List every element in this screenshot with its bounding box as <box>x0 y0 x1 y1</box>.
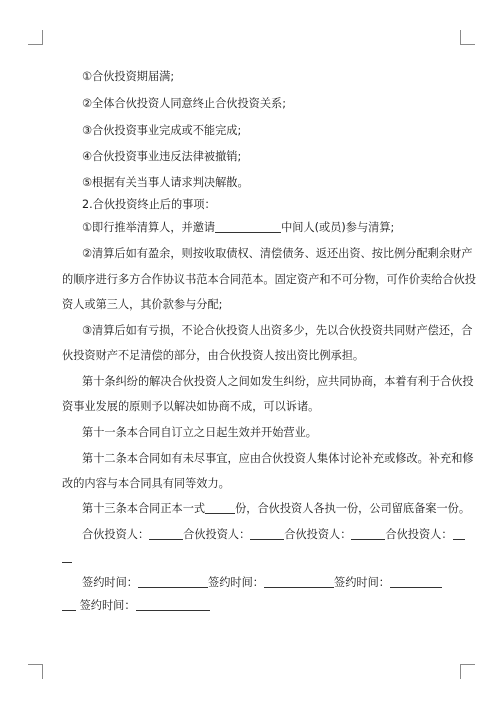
paragraph-line: 伙投资财产不足清偿的部分，由合伙投资人按出资比例承担。 <box>62 349 365 362</box>
blank-line <box>215 220 281 233</box>
paragraph-line: 的顺序进行多方合作协议书范本合同范本。固定资产和不可分物，可作价卖给合伙投 <box>62 273 476 286</box>
clause-item-1: ①合伙投资期届满; <box>82 70 175 83</box>
date-blank <box>136 598 210 611</box>
signature-blank <box>62 550 72 563</box>
signature-blank <box>149 527 183 540</box>
crop-mark-bottom-right <box>460 664 475 679</box>
paragraph-line: 资人或第三人，其价款参与分配; <box>62 298 223 311</box>
paragraph-line: 改的内容与本合同具有同等效力。 <box>62 477 230 490</box>
signature-blank <box>453 527 465 540</box>
date-blank <box>62 598 76 611</box>
signature-blank <box>250 527 284 540</box>
partner-signature-4: 合伙投资人： <box>385 527 464 543</box>
crop-mark-bottom-left <box>28 664 43 679</box>
clause-item-5: ⑤根据有关当事人请求判决解散。 <box>82 176 249 189</box>
clause-item-3: ③合伙投资事业完成或不能完成; <box>82 124 242 137</box>
signature-line-wrap <box>62 550 442 566</box>
article-10: 第十条纠纷的解决合伙投资人之间如发生纠纷，应共同协商，本着有利于合伙投 <box>82 375 474 388</box>
partner-signature-2: 合伙投资人： <box>183 527 284 543</box>
liquidation-item-1 <box>82 220 442 236</box>
clause-item-2: ②全体合伙投资人同意终止合伙投资关系; <box>82 97 286 110</box>
liquidation-item-1-end: 中间人(或员)参与清算; <box>281 221 395 234</box>
sign-time-1: 签约时间： <box>82 575 208 591</box>
sign-time-3: 签约时间： <box>334 575 442 591</box>
sign-time-row <box>82 575 442 591</box>
clause-item-4: ④合伙投资事业违反法律被撤销; <box>82 150 242 163</box>
sign-time-2: 签约时间： <box>208 575 334 591</box>
crop-mark-top-right <box>460 30 475 45</box>
article-11: 第十一条本合同自订立之日起生效并开始营业。 <box>82 426 317 439</box>
date-blank <box>138 575 208 588</box>
date-blank <box>390 575 442 588</box>
paragraph-line: 资事业发展的原则予以解决如协商不成，可以诉诸。 <box>62 400 320 413</box>
partner-signature-row <box>82 527 453 543</box>
article-13-start: 第十三条本合同正本一式 <box>82 502 206 515</box>
crop-mark-top-left <box>28 30 43 45</box>
paragraph-line: ②清算后如有盈余，则按收取债权、清偿债务、返还出资、按比例分配剩余财产 <box>82 247 473 260</box>
partner-signature-1: 合伙投资人： <box>82 527 183 543</box>
liquidation-item-1-start: ①即行推举清算人，并邀请 <box>82 221 216 234</box>
paragraph-line: ③清算后如有亏损，不论合伙投资人出资多少，先以合伙投资共同财产偿还，合 <box>82 324 473 337</box>
article-13 <box>82 501 471 517</box>
article-13-end: 份，合伙投资人各执一份，公司留底备案一份。 <box>235 502 471 515</box>
article-12: 第十二条本合同如有未尽事宜，应由合伙投资人集体讨论补充或修改。补充和修 <box>82 452 474 465</box>
signature-blank <box>351 527 385 540</box>
blank-line <box>205 501 235 514</box>
partner-signature-3: 合伙投资人： <box>284 527 385 543</box>
sign-time-row-2 <box>62 598 442 614</box>
section-heading: 2.合伙投资终止后的事项： <box>82 198 216 211</box>
date-blank <box>264 575 334 588</box>
sign-time-4: 签约时间： <box>80 599 210 612</box>
